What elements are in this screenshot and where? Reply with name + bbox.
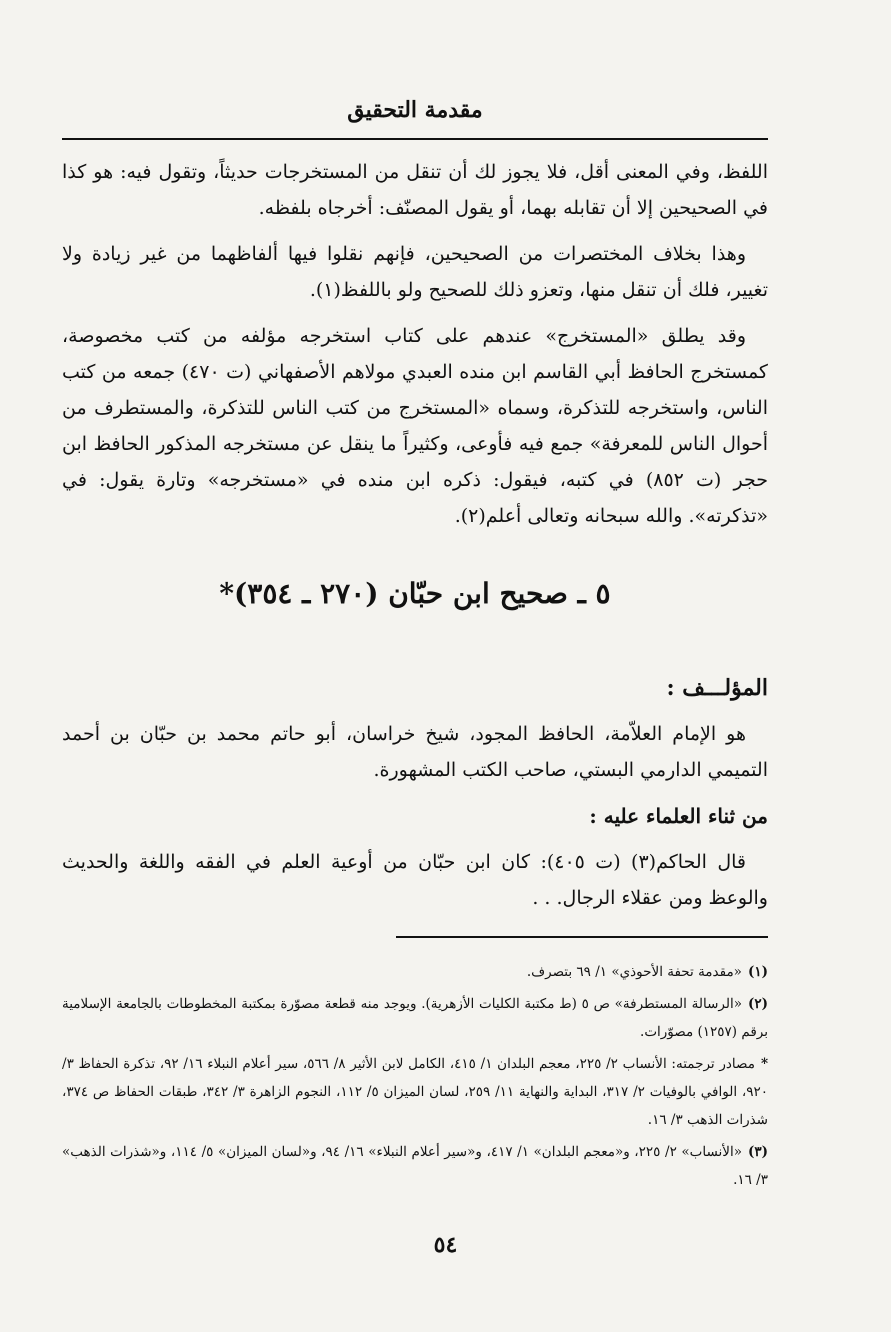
footnote-text: «الرسالة المستطرفة» ص ٥ (ط مكتبة الكليات الأزهرية). ويوجد منه قطعة مصوّرة بمكتبة المخطوطات بالجامعة الإسلامية برقم (١٢٥٧) مصوّرات. bbox=[62, 996, 768, 1040]
footnote-text: مصادر ترجمته: الأنساب ٢/ ٢٢٥، معجم البلدان ١/ ٤١٥، الكامل لابن الأثير ٨/ ٥٦٦، سير أعلام النبلاء ١٦/ ٩٢، تذكرة الحفاظ ٣/ ٩٢٠، الوافي بالوفيات ٢/ ٣١٧، البداية والنهاية ١١/ ٢٥٩، لسان الميزان ٥/ ١١٢، النجوم الزاهرة ٣/ ٣٤٢، طبقات الحفاظ ص ٣٧٤، شذرات الذهب ٣/ ١٦. bbox=[62, 1056, 769, 1128]
praise-paragraph: قال الحاكم(٣) (ت ٤٠٥): كان ابن حبّان من أوعية العلم في الفقه واللغة والحديث والوعظ ومن عقلاء الرجال. . . bbox=[62, 851, 768, 909]
footnote-sources bbox=[62, 1050, 768, 1134]
paragraph-1: اللفظ، وفي المعنى أقل، فلا يجوز لك أن تنقل من المستخرجات حديثاً، وتقول فيه: هو كذا في الصحيحين إلا أن تقابله بهما، أو يقول المصنّف: أخرجاه بلفظه. bbox=[62, 161, 768, 219]
running-head: مقدمة التحقيق bbox=[347, 97, 483, 123]
paragraph-2: وهذا بخلاف المختصرات من الصحيحين، فإنهم نقلوا فيها ألفاظهما من غير زيادة ولا تغيير، فلك أن تنقل منها، وتعزو ذلك للصحيح ولو باللفظ(١). bbox=[62, 243, 768, 301]
footnote-mark: (٣) bbox=[748, 1144, 769, 1160]
page-number: ٥٤ bbox=[433, 1232, 458, 1258]
praise-heading: من ثناء العلماء عليه : bbox=[589, 804, 768, 828]
footnote-text: «مقدمة تحفة الأحوذي» ١/ ٦٩ بتصرف. bbox=[526, 964, 742, 980]
paragraph-3: وقد يطلق «المستخرج» عندهم على كتاب استخرجه مؤلفه من كتب مخصوصة، كمستخرج الحافظ أبي القاسم ابن منده العبدي مولاهم الأصفهاني (ت ٤٧٠) جمعه من كتب الناس، واستخرجه للتذكرة، وسماه «المستخرج من كتب الناس للتذكرة، والمستطرف من أحوال الناس للمعرفة» جمع فيه فأوعى، وكثيراً ما ينقل عن مستخرجه المذكور الحافظ ابن حجر (ت ٨٥٢) في كتبه، فيقول: ذكره ابن منده في «مستخرجه» وتارة يقول: في «تذكرته». والله سبحانه وتعالى أعلم(٢). bbox=[62, 325, 768, 527]
footnote-3 bbox=[62, 1138, 768, 1194]
footnote-mark: * bbox=[760, 1056, 769, 1072]
footnote-1 bbox=[62, 958, 768, 986]
footnotes bbox=[62, 958, 768, 1194]
header-rule bbox=[62, 138, 768, 140]
author-heading: المؤلـــف : bbox=[666, 675, 768, 701]
footnote-mark: (١) bbox=[747, 964, 768, 980]
footnote-2 bbox=[62, 990, 768, 1046]
author-paragraph: هو الإمام العلاّمة، الحافظ المجود، شيخ خراسان، أبو حاتم محمد بن حبّان بن أحمد التميمي الدارمي البستي، صاحب الكتب المشهورة. bbox=[62, 723, 768, 781]
footnote-mark: (٢) bbox=[747, 996, 768, 1012]
footnote-rule bbox=[396, 936, 768, 938]
footnote-text: «الأنساب» ٢/ ٢٢٥، و«معجم البلدان» ١/ ٤١٧، و«سير أعلام النبلاء» ١٦/ ٩٤، و«لسان الميزان» ٥/ ١١٤، و«شذرات الذهب» ٣/ ١٦. bbox=[62, 1144, 768, 1188]
section-title: ٥ ـ صحيح ابن حبّان (٢٧٠ ـ ٣٥٤)* bbox=[219, 577, 611, 610]
document-page bbox=[62, 60, 768, 1198]
